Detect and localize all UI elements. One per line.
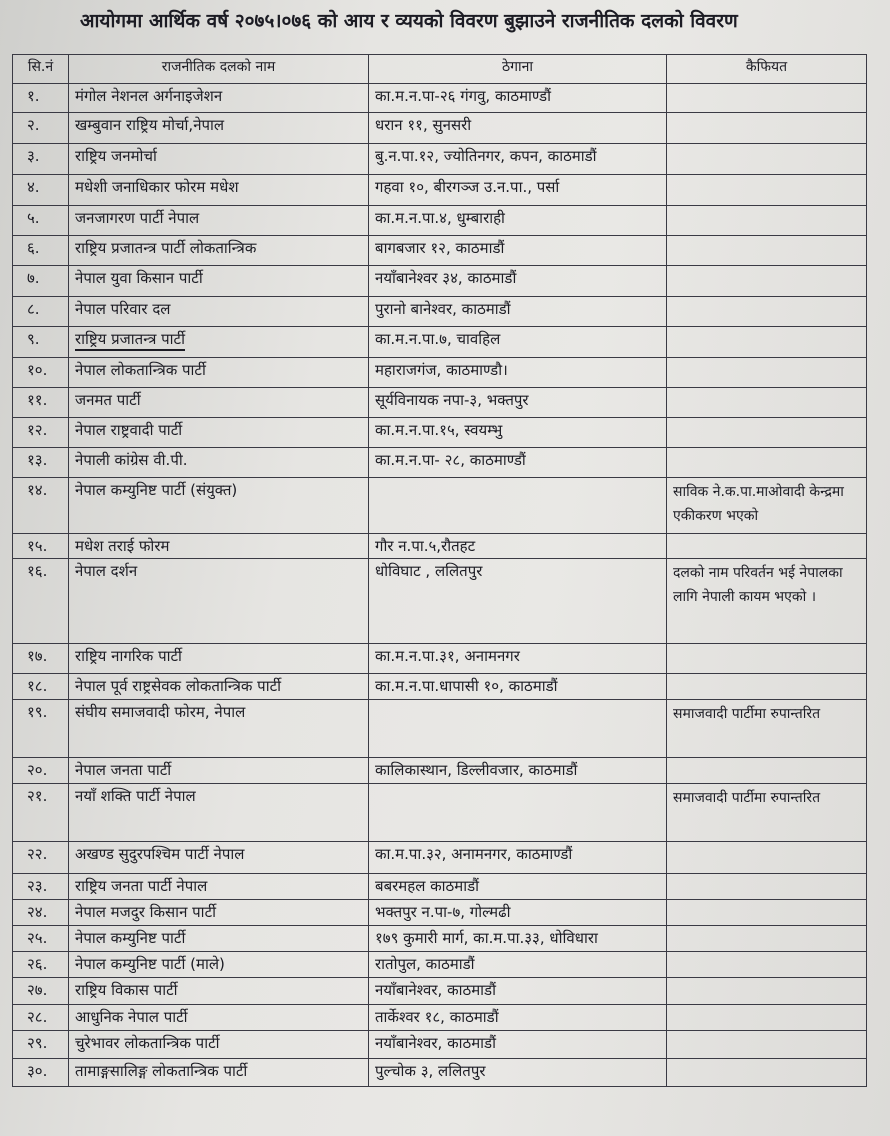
cell-remarks	[667, 926, 867, 952]
cell-party: नेपाल जनता पार्टी	[69, 758, 369, 784]
table-row	[13, 358, 867, 388]
table-row	[13, 418, 867, 448]
cell-address: का.म.न.पा.७, चावहिल	[369, 327, 667, 358]
header-party: राजनीतिक दलको नाम	[69, 55, 369, 84]
cell-remarks	[667, 113, 867, 144]
table-row	[13, 236, 867, 266]
cell-sn: २४.	[13, 900, 69, 926]
cell-party: मंगोल नेशनल अर्गनाइजेशन	[69, 84, 369, 113]
cell-sn: २६.	[13, 952, 69, 978]
cell-address: का.म.न.पा.३१, अनामनगर	[369, 644, 667, 674]
table-row	[13, 1031, 867, 1059]
cell-sn: २८.	[13, 1005, 69, 1031]
cell-party: राष्ट्रिय जनता पार्टी नेपाल	[69, 874, 369, 900]
cell-remarks	[667, 674, 867, 700]
cell-remarks	[667, 175, 867, 206]
cell-party: नेपाल लोकतान्त्रिक पार्टी	[69, 358, 369, 388]
cell-address: बु.न.पा.१२, ज्योतिनगर, कपन, काठमाडौं	[369, 144, 667, 175]
cell-sn: १२.	[13, 418, 69, 448]
cell-sn: ५.	[13, 206, 69, 236]
cell-address: नयाँबानेश्वर, काठमाडौं	[369, 1031, 667, 1059]
cell-sn: १४.	[13, 478, 69, 534]
cell-remarks: दलको नाम परिवर्तन भई नेपालका लागि नेपाली कायम भएको ।	[667, 559, 867, 644]
table-row	[13, 784, 867, 842]
cell-sn: ७.	[13, 266, 69, 297]
cell-address: बबरमहल काठमाडौं	[369, 874, 667, 900]
cell-party: जनजागरण पार्टी नेपाल	[69, 206, 369, 236]
table-row	[13, 874, 867, 900]
table-row	[13, 448, 867, 478]
cell-remarks	[667, 842, 867, 874]
document-title: आयोगमा आर्थिक वर्ष २०७५।०७६ को आय र व्ययको विवरण बुझाउने राजनीतिक दलको विवरण	[80, 10, 738, 32]
cell-remarks	[667, 874, 867, 900]
cell-sn: २७.	[13, 978, 69, 1005]
cell-sn: १३.	[13, 448, 69, 478]
header-address: ठेगाना	[369, 55, 667, 84]
cell-sn: २५.	[13, 926, 69, 952]
cell-remarks: समाजवादी पार्टीमा रुपान्तरित	[667, 700, 867, 758]
cell-sn: १६.	[13, 559, 69, 644]
cell-sn: ४.	[13, 175, 69, 206]
table-row	[13, 175, 867, 206]
cell-party	[69, 327, 369, 358]
cell-sn: ३०.	[13, 1059, 69, 1087]
cell-sn: २०.	[13, 758, 69, 784]
cell-party: नेपाली कांग्रेस वी.पी.	[69, 448, 369, 478]
header-remarks: कैफियत	[667, 55, 867, 84]
cell-sn: ९.	[13, 327, 69, 358]
cell-remarks	[667, 84, 867, 113]
cell-party: नेपाल कम्युनिष्ट पार्टी (माले)	[69, 952, 369, 978]
cell-sn: २३.	[13, 874, 69, 900]
table-row	[13, 478, 867, 534]
cell-party: नेपाल मजदुर किसान पार्टी	[69, 900, 369, 926]
table-header-row	[13, 55, 867, 84]
cell-remarks	[667, 418, 867, 448]
cell-party: अखण्ड सुदुरपश्चिम पार्टी नेपाल	[69, 842, 369, 874]
cell-remarks	[667, 297, 867, 327]
table-row	[13, 327, 867, 358]
cell-address: नयाँबानेश्वर, काठमाडौं	[369, 978, 667, 1005]
table-row	[13, 1059, 867, 1087]
cell-remarks: साविक ने.क.पा.माओवादी केन्द्रमा एकीकरण भएको	[667, 478, 867, 534]
cell-address: महाराजगंज, काठमाण्डौ।	[369, 358, 667, 388]
table-row	[13, 559, 867, 644]
cell-sn: १७.	[13, 644, 69, 674]
cell-remarks: समाजवादी पार्टीमा रुपान्तरित	[667, 784, 867, 842]
cell-address: सूर्यविनायक नपा-३, भक्तपुर	[369, 388, 667, 418]
cell-address: का.म.न.पा.धापासी १०, काठमाडौं	[369, 674, 667, 700]
table-row	[13, 84, 867, 113]
cell-party: राष्ट्रिय नागरिक पार्टी	[69, 644, 369, 674]
header-sn: सि.नं	[13, 55, 69, 84]
cell-address: गहवा १०, बीरगञ्ज उ.न.पा., पर्सा	[369, 175, 667, 206]
cell-remarks	[667, 1031, 867, 1059]
cell-address: धोविघाट , ललितपुर	[369, 559, 667, 644]
table-row	[13, 644, 867, 674]
cell-party: नेपाल परिवार दल	[69, 297, 369, 327]
cell-remarks	[667, 644, 867, 674]
cell-remarks	[667, 758, 867, 784]
cell-remarks	[667, 327, 867, 358]
cell-remarks	[667, 1059, 867, 1087]
party-table	[12, 54, 867, 1087]
table-row	[13, 926, 867, 952]
table-row	[13, 758, 867, 784]
cell-sn: १९.	[13, 700, 69, 758]
cell-address: १७९ कुमारी मार्ग, का.म.पा.३३, धोविधारा	[369, 926, 667, 952]
table-row	[13, 900, 867, 926]
table-row	[13, 700, 867, 758]
table-row	[13, 978, 867, 1005]
cell-party: चुरेभावर लोकतान्त्रिक पार्टी	[69, 1031, 369, 1059]
cell-address	[369, 784, 667, 842]
cell-party: नेपाल कम्युनिष्ट पार्टी	[69, 926, 369, 952]
cell-sn: २.	[13, 113, 69, 144]
cell-address: रातोपुल, काठमाडौं	[369, 952, 667, 978]
cell-address: पुल्चोक ३, ललितपुर	[369, 1059, 667, 1087]
cell-party: राष्ट्रिय जनमोर्चा	[69, 144, 369, 175]
underlined-party-name: राष्ट्रिय प्रजातन्त्र पार्टी	[75, 330, 185, 351]
table-row	[13, 952, 867, 978]
cell-address: नयाँबानेश्वर ३४, काठमाडौं	[369, 266, 667, 297]
table-row	[13, 266, 867, 297]
cell-remarks	[667, 358, 867, 388]
cell-remarks	[667, 978, 867, 1005]
cell-address: कालिकास्थान, डिल्लीवजार, काठमाडौं	[369, 758, 667, 784]
cell-address: का.म.न.पा.१५, स्वयम्भु	[369, 418, 667, 448]
cell-address	[369, 700, 667, 758]
table-row	[13, 674, 867, 700]
cell-remarks	[667, 144, 867, 175]
cell-remarks	[667, 388, 867, 418]
cell-sn: १५.	[13, 534, 69, 559]
cell-remarks	[667, 206, 867, 236]
cell-sn: १.	[13, 84, 69, 113]
cell-party: मधेश तराई फोरम	[69, 534, 369, 559]
cell-party: आधुनिक नेपाल पार्टी	[69, 1005, 369, 1031]
cell-address: गौर न.पा.५,रौतहट	[369, 534, 667, 559]
cell-party: नयाँ शक्ति पार्टी नेपाल	[69, 784, 369, 842]
cell-address: का.म.न.पा- २८, काठमाण्डौं	[369, 448, 667, 478]
cell-party: संघीय समाजवादी फोरम, नेपाल	[69, 700, 369, 758]
cell-remarks	[667, 448, 867, 478]
table-row	[13, 297, 867, 327]
cell-party: जनमत पार्टी	[69, 388, 369, 418]
table-row	[13, 113, 867, 144]
cell-address: भक्तपुर न.पा-७, गोल्मढी	[369, 900, 667, 926]
cell-sn: ३.	[13, 144, 69, 175]
cell-party: मधेशी जनाधिकार फोरम मधेश	[69, 175, 369, 206]
cell-address: धरान ११, सुनसरी	[369, 113, 667, 144]
cell-address: तार्केश्वर १८, काठमाडौं	[369, 1005, 667, 1031]
table-row	[13, 388, 867, 418]
cell-remarks	[667, 952, 867, 978]
cell-remarks	[667, 1005, 867, 1031]
cell-party: नेपाल पूर्व राष्ट्रसेवक लोकतान्त्रिक पार्टी	[69, 674, 369, 700]
cell-party: खम्बुवान राष्ट्रिय मोर्चा,नेपाल	[69, 113, 369, 144]
cell-party: तामाङ्गसालिङ्ग लोकतान्त्रिक पार्टी	[69, 1059, 369, 1087]
cell-address: का.म.न.पा.४, धुम्बाराही	[369, 206, 667, 236]
table-row	[13, 842, 867, 874]
cell-party: राष्ट्रिय प्रजातन्त्र पार्टी लोकतान्त्रिक	[69, 236, 369, 266]
cell-remarks	[667, 236, 867, 266]
cell-party: राष्ट्रिय विकास पार्टी	[69, 978, 369, 1005]
cell-sn: २२.	[13, 842, 69, 874]
cell-sn: ११.	[13, 388, 69, 418]
table-row	[13, 206, 867, 236]
table-row	[13, 534, 867, 559]
cell-party: नेपाल कम्युनिष्ट पार्टी (संयुक्त)	[69, 478, 369, 534]
cell-sn: १८.	[13, 674, 69, 700]
cell-address	[369, 478, 667, 534]
cell-sn: १०.	[13, 358, 69, 388]
cell-address: बागबजार १२, काठमाडौं	[369, 236, 667, 266]
table-row	[13, 1005, 867, 1031]
cell-address: पुरानो बानेश्वर, काठमाडौं	[369, 297, 667, 327]
cell-sn: ८.	[13, 297, 69, 327]
table-row	[13, 144, 867, 175]
cell-sn: २९.	[13, 1031, 69, 1059]
cell-party: नेपाल दर्शन	[69, 559, 369, 644]
cell-party: नेपाल राष्ट्रवादी पार्टी	[69, 418, 369, 448]
cell-remarks	[667, 900, 867, 926]
cell-sn: २१.	[13, 784, 69, 842]
table-body	[13, 84, 867, 1087]
cell-remarks	[667, 534, 867, 559]
cell-party: नेपाल युवा किसान पार्टी	[69, 266, 369, 297]
cell-sn: ६.	[13, 236, 69, 266]
cell-address: का.म.पा.३२, अनामनगर, काठमाण्डौं	[369, 842, 667, 874]
cell-address: का.म.न.पा-२६ गंगवु, काठमाण्डौं	[369, 84, 667, 113]
cell-remarks	[667, 266, 867, 297]
